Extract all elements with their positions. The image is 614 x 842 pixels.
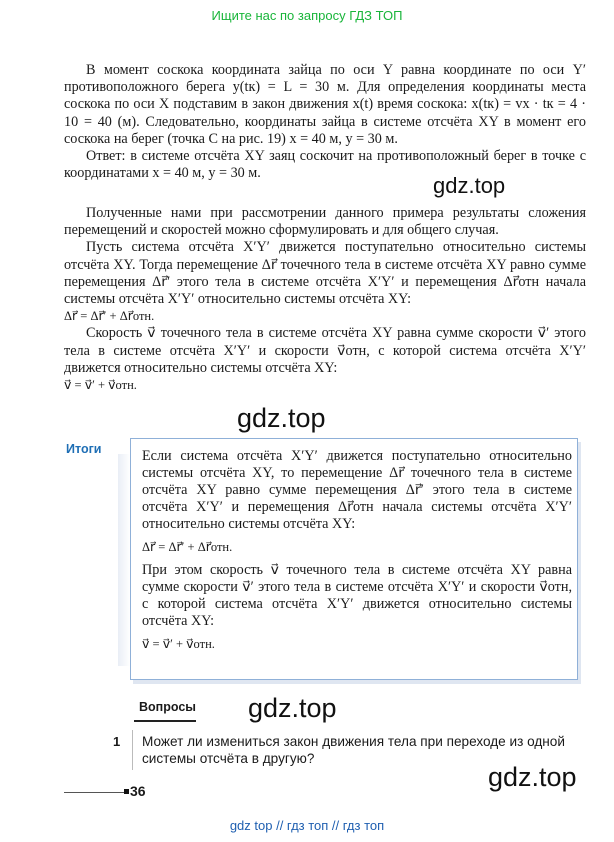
page-number-rule — [64, 792, 124, 793]
watermark: gdz.top — [237, 403, 326, 433]
formula-velocity: v⃗ = v⃗′ + v⃗отн. — [64, 378, 137, 393]
question-divider — [132, 730, 134, 770]
summary-paragraph-1: Если система отсчёта X′Y′ движется поступательно относительно системы отсчёта XY, то перемещение Δr⃗ точечного тела в системе отсчёта XY равно сумме перемещения Δr⃗′ этого тела в системе отсчёта X′Y′ и перемещения Δr⃗отн начала системы отсчёта X′Y′ относительно системы отсчёта XY: — [142, 448, 572, 532]
questions-underline — [134, 720, 196, 722]
page-number-marker — [124, 789, 129, 794]
formula-displacement: Δr⃗ = Δr⃗′ + Δr⃗отн. — [64, 309, 155, 324]
footer-links[interactable]: gdz top // гдз топ // гдз топ — [229, 818, 385, 833]
question-number: 1 — [113, 734, 121, 749]
watermark: gdz.top — [433, 173, 506, 198]
main-text-block — [64, 62, 586, 182]
summary-formula-displacement: Δr⃗ = Δr⃗′ + Δr⃗отн. — [142, 540, 233, 554]
question-text: Может ли измениться закон движения тела при переходе из одной системы отсчёта в другую? — [142, 734, 565, 766]
answer-paragraph: Ответ: в системе отсчёта XY заяц соскочит на противоположный берег в точке с координатами x = 40 м, y = 30 м. — [64, 148, 586, 182]
summary-label: Итоги — [66, 442, 102, 456]
summary-formula-velocity: v⃗ = v⃗′ + v⃗отн. — [142, 637, 215, 651]
paragraph-5: Скорость v⃗ точечного тела в системе отсчёта XY равна сумме скорости v⃗′ этого тела в системе отсчёта X′Y′ и скорости v⃗отн, с которой система отсчёта X′Y′ движется относительно системы отсчёта XY: — [64, 325, 586, 376]
header-search-link[interactable]: Ищите нас по запросу ГДЗ ТОП — [211, 8, 403, 23]
watermark: gdz.top — [488, 762, 577, 792]
questions-heading: Вопросы — [139, 700, 196, 714]
page-number: 36 — [130, 783, 146, 799]
paragraph-4: Пусть система отсчёта X′Y′ движется поступательно относительно системы отсчёта XY. Тогда перемещение Δr⃗ точечного тела в системе отсчёта XY равно сумме перемещения Δr⃗′ этого тела в системе отсчёта X′Y′ и перемещения Δr⃗отн начала системы отсчёта X′Y′ относительно системы отсчёта XY: — [64, 239, 586, 308]
summary-text — [142, 448, 572, 653]
paragraph-3: Полученные нами при рассмотрении данного примера результаты сложения перемещений и скоростей можно сформулировать и для общего случая. — [64, 205, 586, 239]
general-case-block — [64, 205, 586, 394]
watermark: gdz.top — [248, 693, 337, 723]
summary-side-bar — [118, 454, 130, 666]
paragraph-1: В момент соскока координата зайца по оси Y равна координате по оси Y′ противоположного берега y(tк) = L = 30 м. Для определения координаты места соскока по оси X подставим в закон движения x(t) время соскока: x(tк) = vx · tк = 4 · 10 = 40 (м). Следовательно, координаты зайца в системе отсчёта XY в момент его соскока на берег (точка C на рис. 19) x = 40 м, y = 30 м. — [64, 62, 586, 147]
summary-paragraph-2: При этом скорость v⃗ точечного тела в системе отсчёта XY равна сумме скорости v⃗′ этого тела в системе отсчёта X′Y′ и скорости v⃗отн, с которой система отсчёта X′Y′ движется относительно системы отсчёта XY: — [142, 562, 572, 629]
